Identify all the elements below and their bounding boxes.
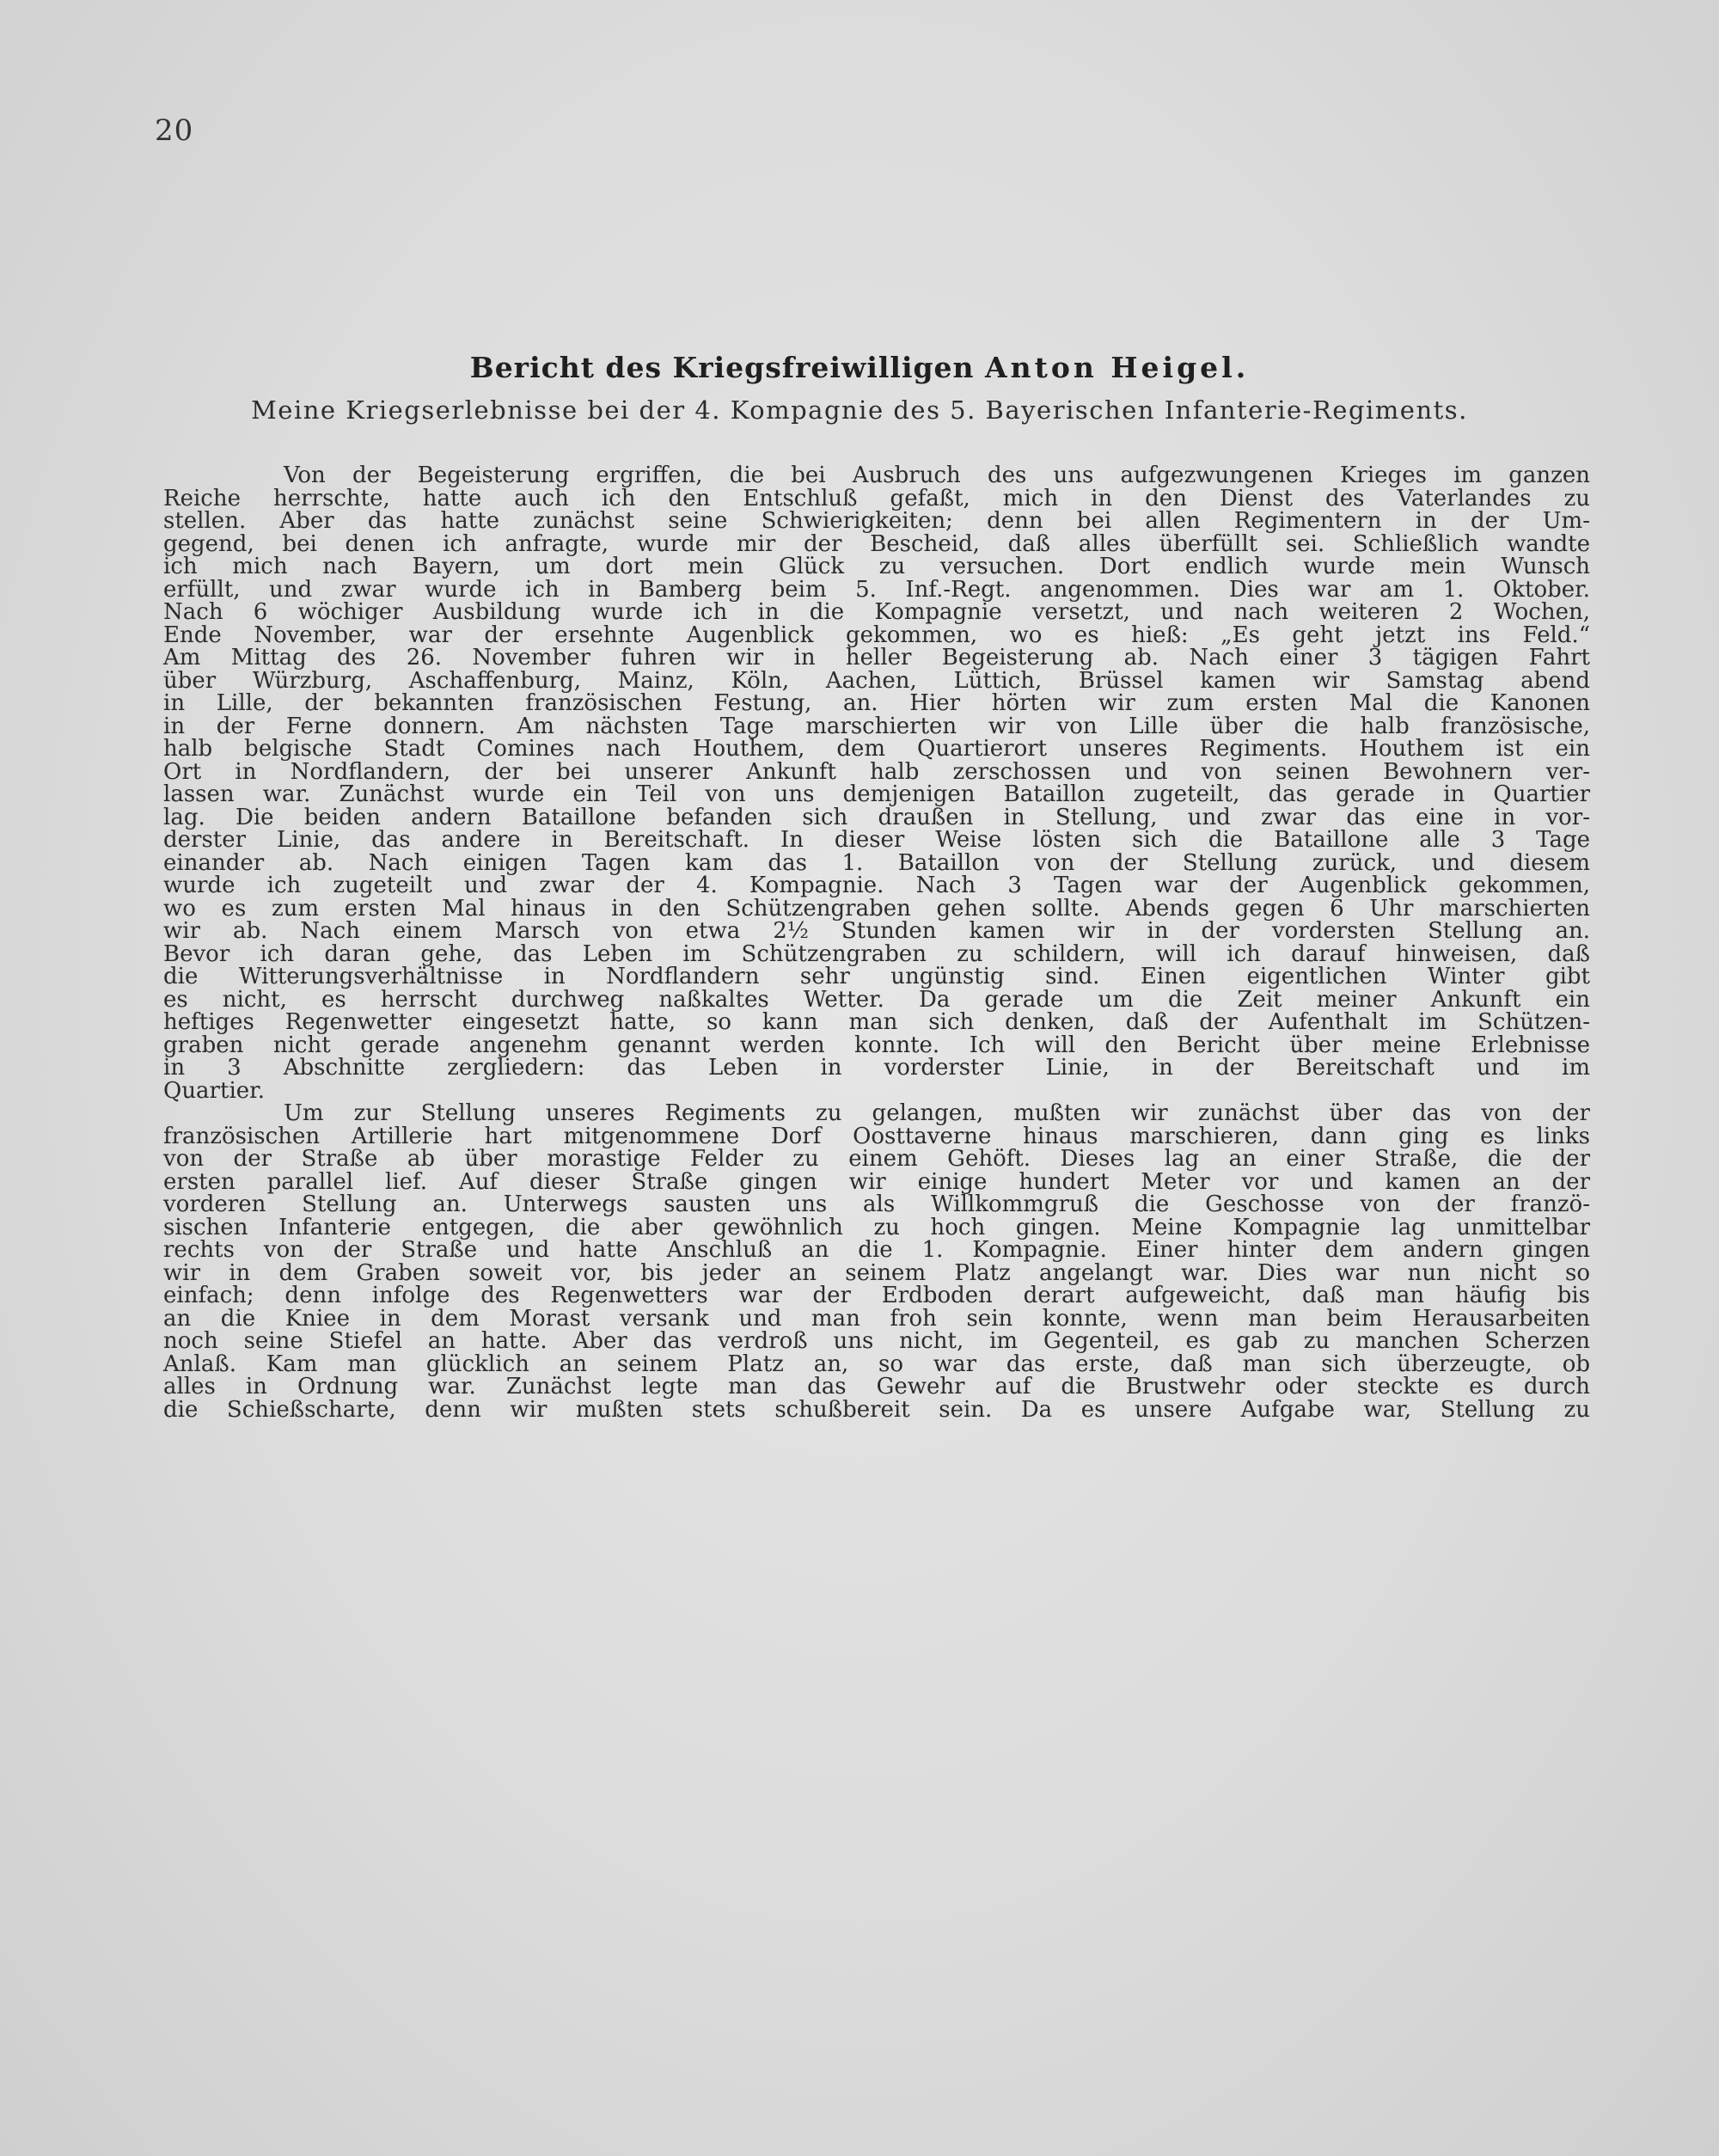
body-text [163, 464, 1590, 1421]
text-line: vorderen Stellung an. Unterwegs sausten uns als Willkommgruß die Geschosse von der franzö- [163, 1191, 1590, 1217]
text-line: ich mich nach Bayern, um dort mein Glück zu versuchen. Dort endlich wurde mein Wunsch [163, 554, 1590, 579]
text-line: gegend, bei denen ich anfragte, wurde mir der Bescheid, daß alles überfüllt sei. Schließlich wandte [163, 530, 1590, 557]
text-line: halb belgische Stadt Comines nach Houthem, dem Quartierort unseres Regiments. Houthem ist ein [163, 736, 1590, 762]
report-title-name: Anton Heigel. [985, 351, 1250, 384]
text-line: Reiche herrschte, hatte auch ich den Entschluß gefaßt, mich in den Dienst des Vaterlandes zu [163, 485, 1590, 511]
text-line: noch seine Stiefel an hatte. Aber das verdroß uns nicht, im Gegenteil, es gab zu manchen Scherzen [163, 1328, 1590, 1354]
report-title [0, 351, 1719, 384]
text-line: an die Kniee in dem Morast versank und man froh sein konnte, wenn man beim Herausarbeiten [163, 1305, 1590, 1332]
text-line: Von der Begeisterung ergriffen, die bei Ausbruch des uns aufgezwungenen Krieges im ganzen [284, 462, 1590, 488]
text-line: die Schießscharte, denn wir mußten stets schußbereit sein. Da es unsere Aufgabe war, Stellung zu [163, 1396, 1590, 1423]
text-line: einfach; denn infolge des Regenwetters war der Erdboden derart aufgeweicht, daß man häufig bis [163, 1283, 1590, 1308]
text-line: wir ab. Nach einem Marsch von etwa 2½ Stunden kamen wir in der vordersten Stellung an. [163, 918, 1590, 944]
text-line: ersten parallel lief. Auf dieser Straße gingen wir einige hundert Meter vor und kamen an der [163, 1168, 1590, 1195]
text-line: graben nicht gerade angenehm genannt werden konnte. Ich will den Bericht über meine Erlebnisse [163, 1032, 1590, 1058]
text-line: lag. Die beiden andern Bataillone befanden sich draußen in Stellung, und zwar das eine in vor- [163, 804, 1590, 830]
text-line: sischen Infanterie entgegen, die aber gewöhnlich zu hoch gingen. Meine Kompagnie lag unmittelbar [163, 1214, 1590, 1240]
text-line: in der Ferne donnern. Am nächsten Tage marschierten wir von Lille über die halb französische, [163, 713, 1590, 739]
text-line: Um zur Stellung unseres Regiments zu gelangen, mußten wir zunächst über das von der [284, 1100, 1590, 1126]
text-line: Quartier. [163, 1077, 265, 1104]
text-line: Bevor ich daran gehe, das Leben im Schützengraben zu schildern, will ich darauf hinweisen, daß [163, 940, 1590, 967]
text-line: rechts von der Straße und hatte Anschluß an die 1. Kompagnie. Einer hinter dem andern gingen [163, 1237, 1590, 1263]
text-line: alles in Ordnung war. Zunächst legte man das Gewehr auf die Brustwehr oder steckte es durch [163, 1374, 1590, 1400]
text-line: französischen Artillerie hart mitgenommene Dorf Oosttaverne hinaus marschieren, dann ging es links [163, 1123, 1590, 1149]
text-line: Nach 6 wöchiger Ausbildung wurde ich in die Kompagnie versetzt, und nach weiteren 2 Wochen, [163, 599, 1590, 625]
report-title-prefix: Bericht des Kriegsfreiwilligen [469, 351, 975, 384]
text-line: stellen. Aber das hatte zunächst seine Schwierigkeiten; denn bei allen Regimentern in der Um- [163, 508, 1590, 534]
text-line: wir in dem Graben soweit vor, bis jeder an seinem Platz angelangt war. Dies war nun nicht so [163, 1259, 1590, 1286]
page-number: 20 [155, 113, 194, 148]
text-line: über Würzburg, Aschaffenburg, Mainz, Köln, Aachen, Lüttich, Brüssel kamen wir Samstag abend [163, 667, 1590, 694]
text-line: Ende November, war der ersehnte Augenblick gekommen, wo es hieß: „Es geht jetzt ins Feld.“ [163, 622, 1590, 648]
text-line: in 3 Abschnitte zergliedern: das Leben in vorderster Linie, in der Bereitschaft und im [163, 1055, 1590, 1081]
text-line: heftiges Regenwetter eingesetzt hatte, so kann man sich denken, daß der Aufenthalt im Schützen- [163, 1009, 1590, 1035]
text-line: wo es zum ersten Mal hinaus in den Schützengraben gehen sollte. Abends gegen 6 Uhr marschierten [163, 895, 1590, 922]
text-line: wurde ich zugeteilt und zwar der 4. Kompagnie. Nach 3 Tagen war der Augenblick gekommen, [163, 873, 1590, 898]
text-line: Anlaß. Kam man glücklich an seinem Platz an, so war das erste, daß man sich überzeugte, ob [163, 1351, 1590, 1377]
text-line: derster Linie, das andere in Bereitschaft. In dieser Weise lösten sich die Bataillone alle 3 Tage [163, 827, 1590, 853]
text-line: lassen war. Zunächst wurde ein Teil von uns demjenigen Bataillon zugeteilt, das gerade in Quartier [163, 781, 1590, 807]
text-line: in Lille, der bekannten französischen Festung, an. Hier hörten wir zum ersten Mal die Kanonen [163, 690, 1590, 716]
text-line: es nicht, es herrscht durchweg naßkaltes Wetter. Da gerade um die Zeit meiner Ankunft ein [163, 986, 1590, 1013]
text-line: Ort in Nordflandern, der bei unserer Ankunft halb zerschossen und von seinen Bewohnern ver- [163, 758, 1590, 785]
text-line: von der Straße ab über morastige Felder zu einem Gehöft. Dieses lag an einer Straße, die der [163, 1146, 1590, 1172]
text-line: erfüllt, und zwar wurde ich in Bamberg beim 5. Inf.-Regt. angenommen. Dies war am 1. Oktober. [163, 576, 1590, 603]
text-line: die Witterungsverhältnisse in Nordflandern sehr ungünstig sind. Einen eigentlichen Winter gibt [163, 964, 1590, 989]
text-line: Am Mittag des 26. November fuhren wir in heller Begeisterung ab. Nach einer 3 tägigen Fahrt [163, 645, 1590, 671]
text-line: einander ab. Nach einigen Tagen kam das 1. Bataillon von der Stellung zurück, und diesem [163, 849, 1590, 876]
report-subtitle: Meine Kriegserlebnisse bei der 4. Kompagnie des 5. Bayerischen Infanterie-Regiments. [251, 395, 1468, 425]
